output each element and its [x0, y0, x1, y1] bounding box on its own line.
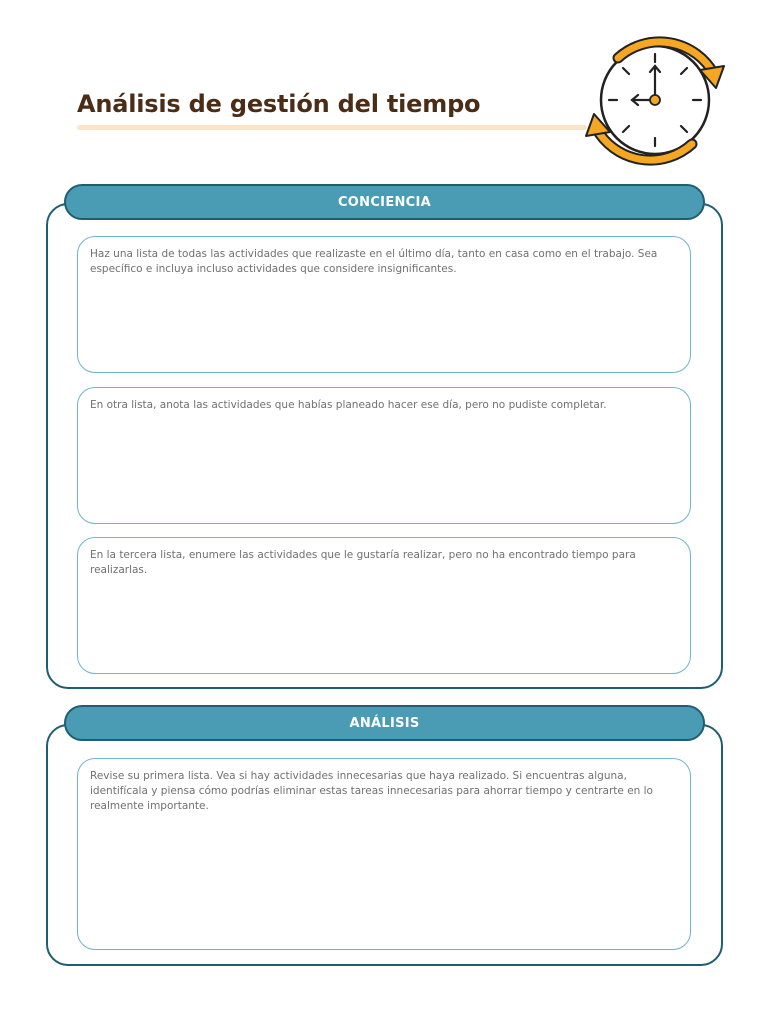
analisis-heading: ANÁLISIS: [64, 705, 705, 741]
prompt-text: Haz una lista de todas las actividades que realizaste en el último día, tanto en casa como en el trabajo. Sea específico e incluya incluso actividades que considere insignificantes.: [90, 248, 658, 275]
review-first-list-box[interactable]: [77, 758, 691, 950]
prompt-text: Revise su primera lista. Vea si hay actividades innecesarias que haya realizado. Si encuentras alguna, identifícala y piensa cómo podrías eliminar estas tareas innecesarias para ahorrar tiempo y centrarte en lo realmente importante.: [90, 770, 653, 812]
prompt-text: En la tercera lista, enumere las actividades que le gustaría realizar, pero no ha encontrado tiempo para realizarlas.: [90, 549, 636, 576]
title-underline: [77, 125, 587, 130]
conciencia-heading: CONCIENCIA: [64, 184, 705, 220]
prompt-text: En otra lista, anota las actividades que habías planeado hacer ese día, pero no pudiste completar.: [90, 399, 607, 411]
activities-last-day-box[interactable]: [77, 236, 691, 373]
desired-activities-box[interactable]: [77, 537, 691, 674]
planned-incomplete-box[interactable]: [77, 387, 691, 524]
page-title: Análisis de gestión del tiempo: [77, 90, 481, 118]
clock-refresh-icon: [582, 36, 728, 166]
